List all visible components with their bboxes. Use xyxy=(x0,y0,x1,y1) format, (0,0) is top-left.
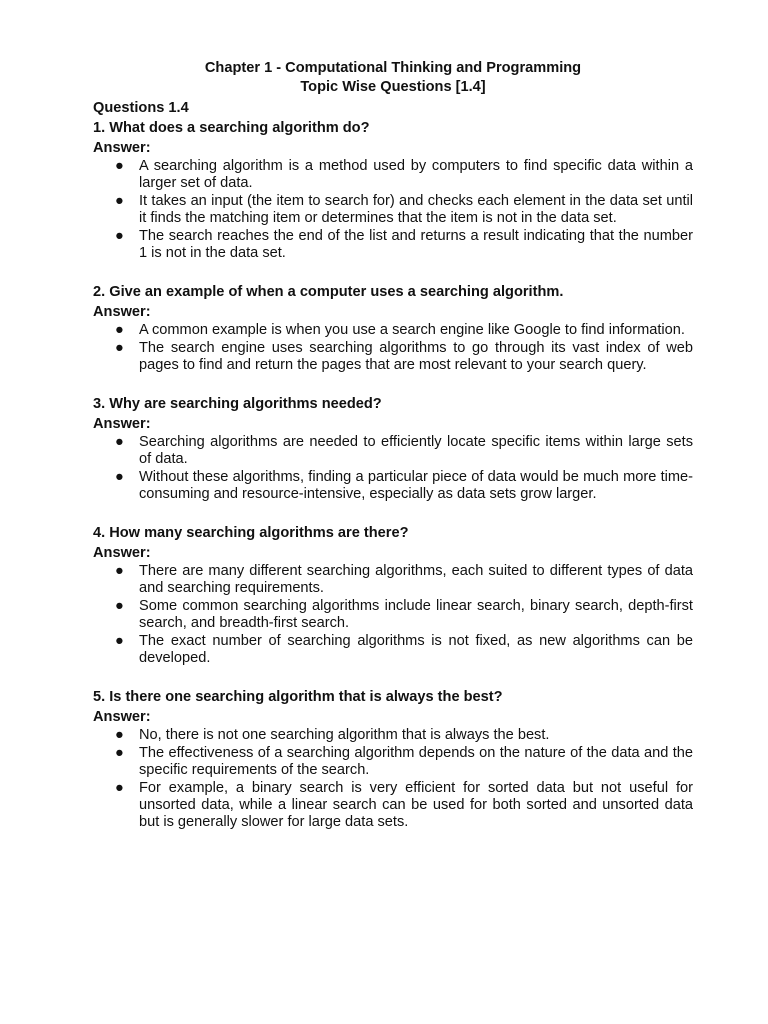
bullet-icon: ● xyxy=(115,158,124,174)
bullet-item xyxy=(93,434,693,468)
bullet-item xyxy=(93,727,693,744)
bullet-item xyxy=(93,158,693,192)
question-heading: 3. Why are searching algorithms needed? xyxy=(93,396,382,412)
bullet-item xyxy=(93,598,693,632)
bullet-text: A common example is when you use a search engine like Google to find information. xyxy=(139,322,685,338)
bullet-text: Searching algorithms are needed to efficiently locate specific items within large sets of data. xyxy=(139,434,693,467)
bullet-text: A searching algorithm is a method used by computers to find specific data within a larger set of data. xyxy=(139,158,693,191)
question-section-4 xyxy=(93,523,693,667)
question-section-3 xyxy=(93,394,693,503)
answer-label: Answer: xyxy=(93,416,151,432)
question-section-2 xyxy=(93,282,693,374)
question-heading: 5. Is there one searching algorithm that is always the best? xyxy=(93,689,503,705)
question-section-5 xyxy=(93,687,693,831)
question-heading: 1. What does a searching algorithm do? xyxy=(93,120,370,136)
questions-list xyxy=(93,118,693,831)
bullet-text: The search reaches the end of the list and returns a result indicating that the number 1 is not in the data set. xyxy=(139,228,693,261)
answer-bullet-list xyxy=(93,322,693,374)
topic-title: Topic Wise Questions [1.4] xyxy=(300,79,486,95)
answer-bullet-list xyxy=(93,727,693,831)
bullet-item xyxy=(93,780,693,831)
bullet-item xyxy=(93,633,693,667)
bullet-icon: ● xyxy=(115,322,124,338)
answer-label: Answer: xyxy=(93,140,151,156)
bullet-text: Some common searching algorithms include linear search, binary search, depth-first search, and breadth-first search. xyxy=(139,598,693,631)
bullet-icon: ● xyxy=(115,469,124,485)
answer-bullet-list xyxy=(93,563,693,667)
bullet-icon: ● xyxy=(115,193,124,209)
bullet-text: The search engine uses searching algorithms to go through its vast index of web pages to find and return the pages that are most relevant to your search query. xyxy=(139,340,693,373)
bullet-icon: ● xyxy=(115,563,124,579)
bullet-text: For example, a binary search is very efficient for sorted data but not useful for unsorted data, while a linear search can be used for both sorted and unsorted data but is generally slower for large data sets. xyxy=(139,780,693,830)
bullet-item xyxy=(93,228,693,262)
bullet-text: The exact number of searching algorithms is not fixed, as new algorithms can be developed. xyxy=(139,633,693,666)
bullet-text: The effectiveness of a searching algorithm depends on the nature of the data and the specific requirements of the search. xyxy=(139,745,693,778)
bullet-item xyxy=(93,340,693,374)
answer-label: Answer: xyxy=(93,545,151,561)
answer-bullet-list xyxy=(93,434,693,503)
bullet-icon: ● xyxy=(115,745,124,761)
bullet-icon: ● xyxy=(115,228,124,244)
bullet-icon: ● xyxy=(115,633,124,649)
question-heading: 4. How many searching algorithms are there? xyxy=(93,525,409,541)
bullet-text: There are many different searching algorithms, each suited to different types of data and searching requirements. xyxy=(139,563,693,596)
chapter-title: Chapter 1 - Computational Thinking and Programming xyxy=(204,60,582,76)
bullet-item xyxy=(93,469,693,503)
bullet-icon: ● xyxy=(115,780,124,796)
document-page xyxy=(93,59,693,851)
question-heading: 2. Give an example of when a computer uses a searching algorithm. xyxy=(93,284,564,300)
bullet-item xyxy=(93,193,693,227)
bullet-icon: ● xyxy=(115,727,124,743)
bullet-item xyxy=(93,745,693,779)
document-header xyxy=(93,59,693,97)
question-section-1 xyxy=(93,118,693,262)
bullet-text: Without these algorithms, finding a particular piece of data would be much more time-consuming and resource-intensive, especially as data sets grow larger. xyxy=(139,469,693,502)
bullet-text: It takes an input (the item to search for) and checks each element in the data set until it finds the matching item or determines that the item is not in the data set. xyxy=(139,193,693,226)
bullet-icon: ● xyxy=(115,340,124,356)
questions-label: Questions 1.4 xyxy=(93,100,189,116)
bullet-item xyxy=(93,563,693,597)
answer-bullet-list xyxy=(93,158,693,262)
bullet-text: No, there is not one searching algorithm that is always the best. xyxy=(139,727,550,743)
bullet-icon: ● xyxy=(115,434,124,450)
answer-label: Answer: xyxy=(93,304,151,320)
bullet-item xyxy=(93,322,693,339)
answer-label: Answer: xyxy=(93,709,151,725)
bullet-icon: ● xyxy=(115,598,124,614)
